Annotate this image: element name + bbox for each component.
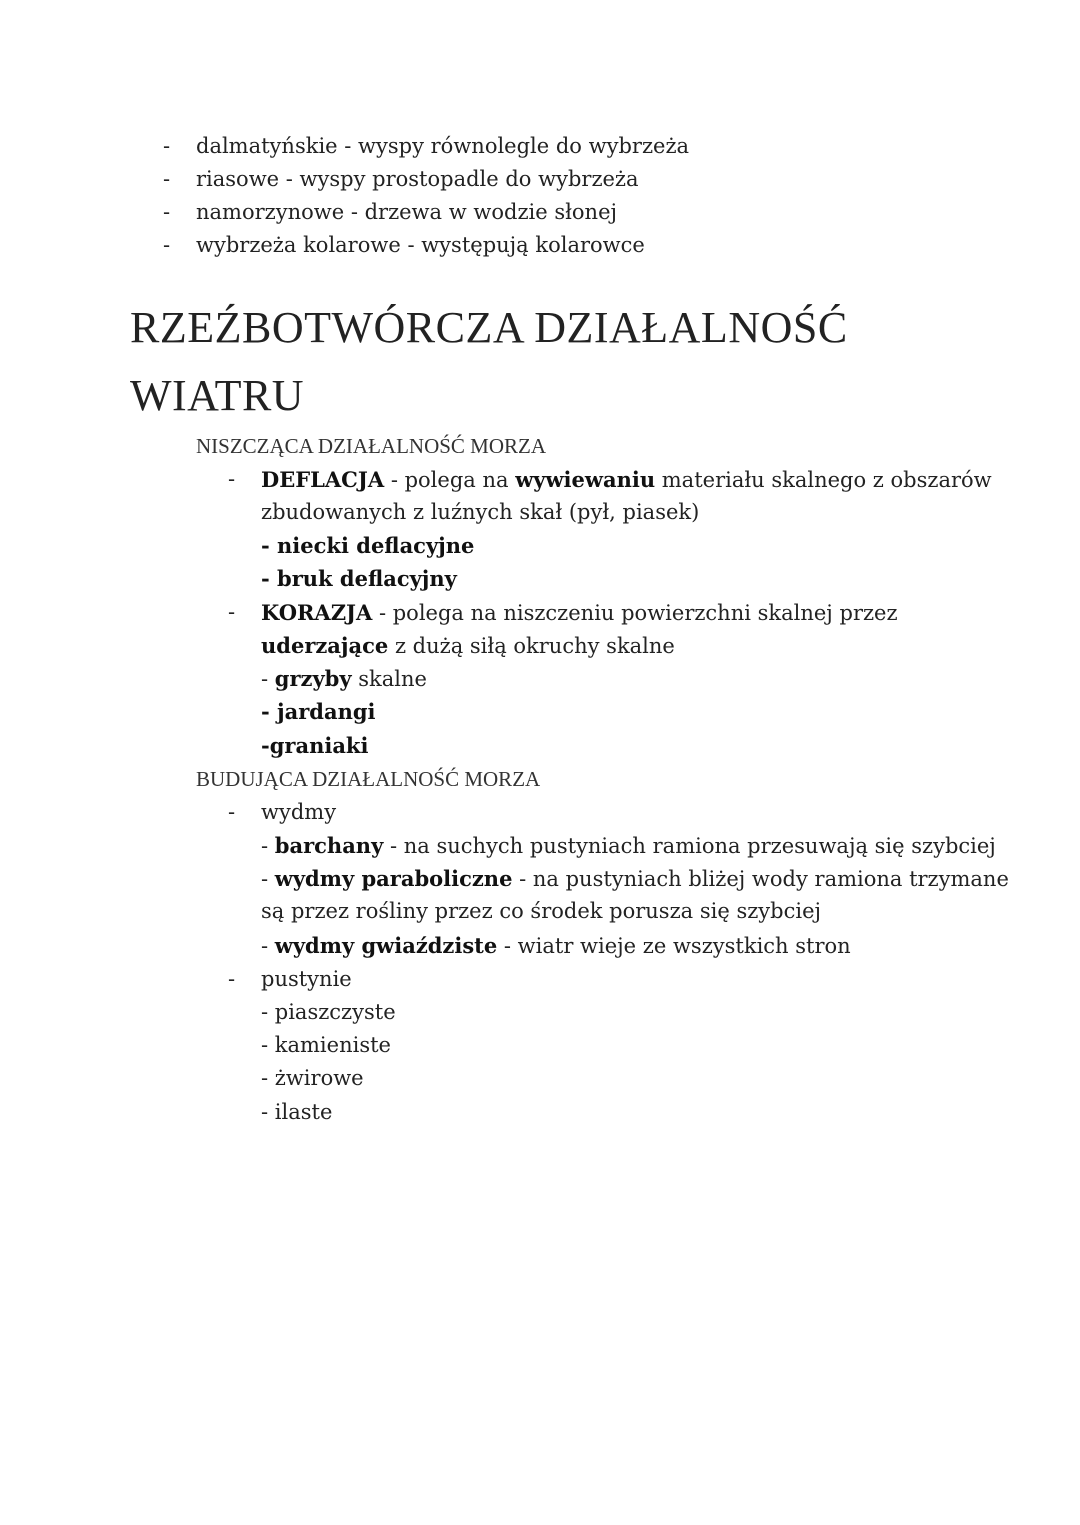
dune-type-star: [261, 929, 851, 962]
list-bullet: -: [228, 600, 236, 624]
corrasion-item: [261, 596, 898, 629]
deflation-item: [261, 463, 992, 496]
dune-type-barchan: [261, 829, 996, 862]
page-title-line1: RZEŹBOTWÓRCZA DZIAŁALNOŚĆ: [130, 303, 848, 352]
dunes-item: wydmy: [261, 800, 337, 824]
dune-type-parabolic: [261, 862, 1009, 895]
deserts-item: pustynie: [261, 967, 352, 991]
coast-desc: - wyspy prostopadle do wybrzeża: [279, 167, 639, 191]
list-bullet: -: [228, 800, 236, 824]
form-label: - bruk deflacyjny: [261, 566, 457, 591]
corrasion-form: [261, 662, 427, 695]
term-deflation: DEFLACJA: [261, 467, 385, 492]
definition-text: - na pustyniach bliżej wody ramiona trzymane: [512, 867, 1009, 891]
definition-text: - polega na: [384, 468, 516, 492]
form-prefix: -: [261, 934, 275, 958]
list-bullet: -: [163, 200, 171, 224]
emphasis: wywiewaniu: [515, 467, 656, 492]
coast-type: dalmatyńskie: [196, 134, 338, 158]
deflation-form: [261, 529, 474, 562]
desert-type: - żwirowe: [261, 1066, 364, 1090]
form-prefix: -: [261, 867, 275, 891]
desert-type: - ilaste: [261, 1100, 333, 1124]
list-bullet: -: [163, 167, 171, 191]
coast-type: riasowe: [196, 167, 280, 191]
coast-desc: - występują kolarowce: [400, 233, 645, 257]
form-prefix: -: [261, 834, 275, 858]
list-item-mangrove: [196, 196, 617, 229]
list-bullet: -: [163, 233, 171, 257]
definition-text: - wiatr wieje ze wszystkich stron: [497, 934, 851, 958]
definition-text: - na suchych pustyniach ramiona przesuwają się szybciej: [383, 834, 996, 858]
deflation-continuation: zbudowanych z luźnych skał (pył, piasek): [261, 500, 700, 524]
definition-text: - polega na niszczeniu powierzchni skalnej przez: [372, 601, 898, 625]
corrasion-form: [261, 729, 368, 762]
coast-desc: - wyspy równolegle do wybrzeża: [337, 134, 690, 158]
corrasion-form: [261, 695, 376, 728]
desert-type: - kamieniste: [261, 1033, 391, 1057]
coast-type: wybrzeża kolarowe: [196, 233, 401, 257]
term-corrasion: KORAZJA: [261, 600, 373, 625]
list-item-rias: [196, 163, 639, 196]
list-bullet: -: [163, 134, 171, 158]
page-title-line2: WIATRU: [130, 371, 305, 420]
definition-text: z dużą siłą okruchy skalne: [388, 634, 675, 658]
form-text: skalne: [351, 667, 427, 691]
definition-text: materiału skalnego z obszarów: [655, 468, 992, 492]
dune-parabolic-continuation: są przez rośliny przez co środek porusza się szybciej: [261, 899, 822, 923]
emphasis: grzyby: [274, 666, 352, 691]
form-label: -graniaki: [261, 733, 369, 758]
corrasion-continuation: [261, 629, 675, 662]
emphasis: barchany: [274, 833, 384, 858]
form-label: - jardangi: [261, 699, 376, 724]
list-bullet: -: [228, 967, 236, 991]
section-heading-destructive: NISZCZĄCA DZIAŁALNOŚĆ MORZA: [196, 434, 547, 458]
form-prefix: -: [261, 667, 275, 691]
emphasis: uderzające: [261, 633, 389, 658]
deflation-form: [261, 562, 457, 595]
list-item-dalmatian: [196, 130, 689, 163]
desert-type: - piaszczyste: [261, 1000, 396, 1024]
coast-type: namorzynowe: [196, 200, 345, 224]
list-item-coral: [196, 229, 645, 262]
emphasis: wydmy paraboliczne: [274, 866, 513, 891]
section-heading-constructive: BUDUJĄCA DZIAŁALNOŚĆ MORZA: [196, 767, 541, 791]
coast-desc: - drzewa w wodzie słonej: [344, 200, 618, 224]
emphasis: wydmy gwiaździste: [274, 933, 498, 958]
list-bullet: -: [228, 467, 236, 491]
form-label: - niecki deflacyjne: [261, 533, 475, 558]
